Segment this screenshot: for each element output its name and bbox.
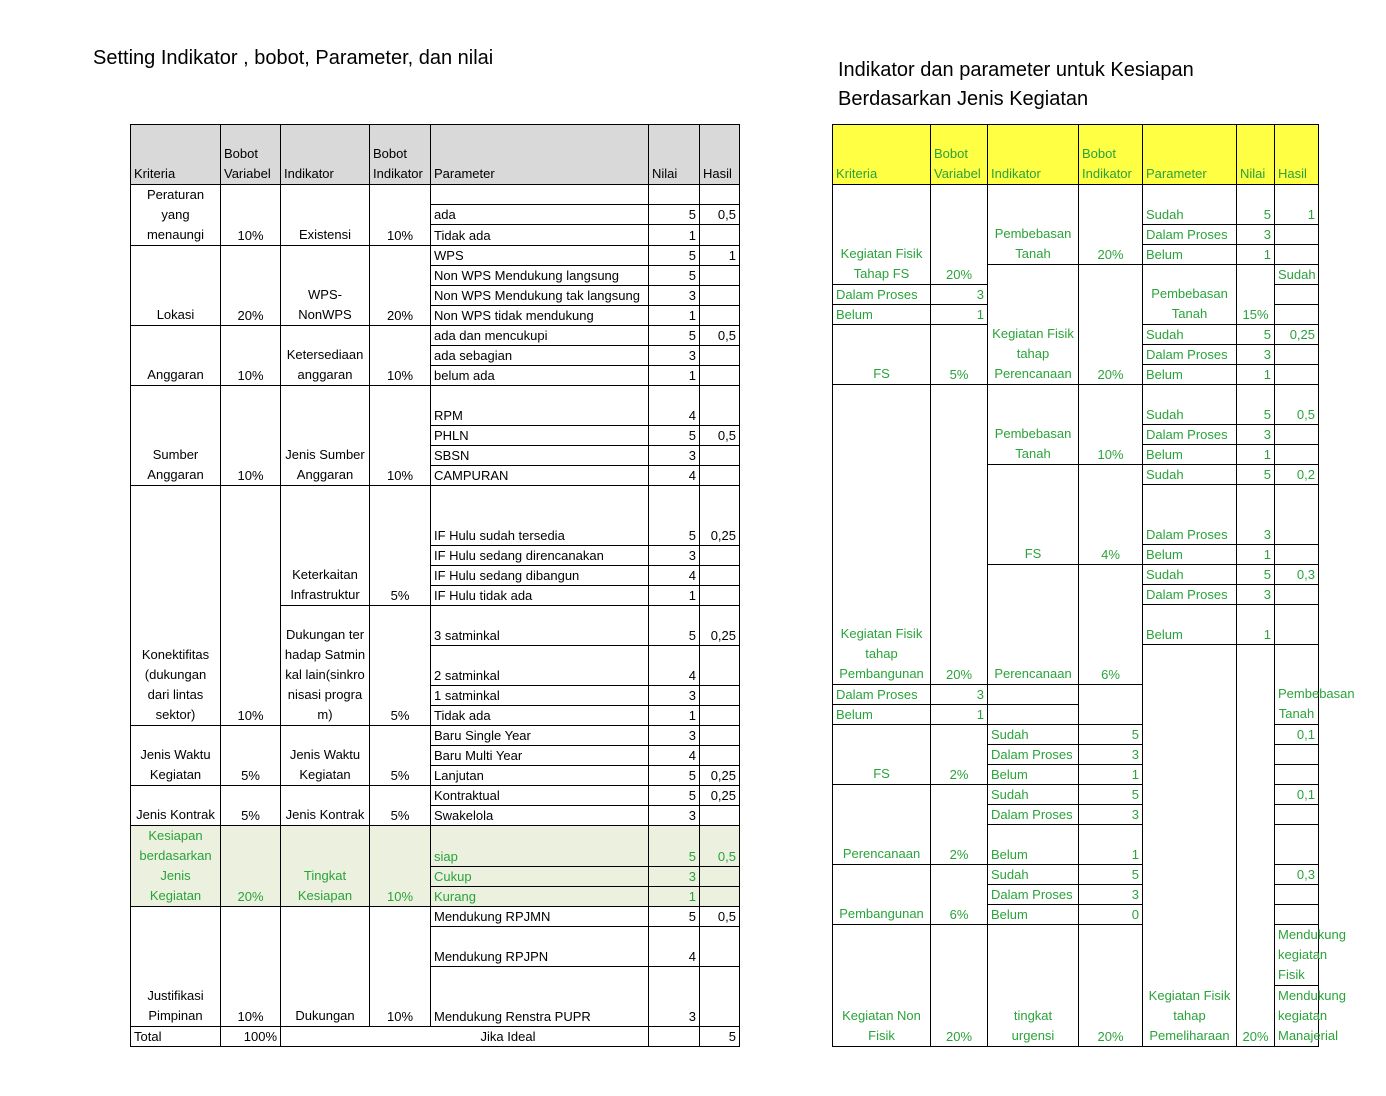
parameter-cell: Dalam Proses: [833, 285, 931, 305]
indikator-cell: [281, 606, 370, 726]
bobot-indikator-cell: 10%: [370, 185, 431, 246]
hasil-cell: [1275, 805, 1319, 825]
parameter-cell: Kurang: [431, 886, 649, 906]
nilai-cell: 3: [649, 806, 700, 826]
kriteria-cell: Jenis Kontrak: [131, 786, 221, 826]
parameter-cell: Sudah: [988, 785, 1079, 805]
header-bobot-variabel: Bobot Variabel: [221, 125, 281, 185]
nilai-cell: 5: [649, 766, 700, 786]
bobot-variabel-cell: 20%: [931, 385, 988, 685]
bobot-variabel-cell: 10%: [221, 486, 281, 726]
hasil-cell: [1275, 745, 1319, 765]
nilai-cell: 5: [649, 204, 700, 225]
header-nilai: Nilai: [1237, 125, 1275, 185]
hasil-cell: [700, 586, 740, 606]
parameter-cell: Sudah: [1143, 325, 1237, 345]
hasil-cell: [700, 706, 740, 726]
parameter-cell: Belum: [1143, 545, 1237, 565]
nilai-cell: 3: [1237, 425, 1275, 445]
bobot-indikator-cell: 6%: [931, 865, 988, 925]
indikator-cell: Perencanaan: [833, 785, 931, 865]
table-row: [131, 246, 740, 266]
parameter-cell: CAMPURAN: [431, 466, 649, 486]
parameter-cell: Belum: [1143, 245, 1237, 265]
parameter-cell: WPS: [431, 246, 649, 266]
nilai-cell: 3: [649, 446, 700, 466]
settings-table: [130, 124, 740, 1047]
nilai-cell: 5: [649, 606, 700, 646]
hasil-cell: [700, 225, 740, 246]
nilai-cell: 1: [1237, 245, 1275, 265]
table-row: [131, 185, 740, 205]
hasil-cell: [700, 366, 740, 386]
parameter-cell: Cukup: [431, 866, 649, 886]
bobot-indikator-cell: 2%: [931, 785, 988, 865]
hasil-cell: 0,5: [700, 204, 740, 225]
nilai-cell: 1: [649, 366, 700, 386]
hasil-cell: [1275, 825, 1319, 865]
indikator-cell: Keterkaitan Infrastruktur: [281, 486, 370, 606]
hasil-cell: [700, 386, 740, 426]
hasil-cell: [700, 967, 740, 1027]
hasil-cell: 0,1: [1275, 725, 1319, 745]
nilai-cell: 3: [1237, 485, 1275, 545]
nilai-cell: 1: [1237, 365, 1275, 385]
kriteria-cell: Konektifitas (dukungan dari lintas sektor): [131, 486, 221, 726]
bobot-indikator-cell: 5%: [370, 606, 431, 726]
indikator-cell: Pembebasan Tanah: [988, 185, 1079, 265]
header-indikator: Indikator: [281, 125, 370, 185]
total-row: [131, 1027, 740, 1047]
nilai-cell: 3: [1079, 805, 1143, 825]
nilai-cell: 3: [931, 285, 988, 305]
parameter-cell: Baru Multi Year: [431, 746, 649, 766]
parameter-cell: Mendukung Renstra PUPR: [431, 967, 649, 1027]
parameter-cell: Mendukung kegiatan Manajerial: [1275, 986, 1319, 1047]
nilai-cell: 4: [649, 927, 700, 967]
parameter-cell: Lanjutan: [431, 766, 649, 786]
bobot-variabel-cell: 20%: [931, 925, 988, 1047]
parameter-cell: Kontraktual: [431, 786, 649, 806]
hasil-cell: 1: [700, 246, 740, 266]
nilai-cell: 5: [649, 326, 700, 346]
kriteria-cell: Kegiatan Fisik tahap Pemeliharaan: [1143, 645, 1237, 1047]
kriteria-cell: Kegiatan Fisik tahap Pembangunan: [833, 385, 931, 685]
hasil-cell: [700, 806, 740, 826]
nilai-cell: 5: [649, 907, 700, 927]
bobot-variabel-cell: 20%: [221, 826, 281, 907]
bobot-indikator-cell: 2%: [931, 725, 988, 785]
nilai-cell: 5: [649, 426, 700, 446]
hasil-cell: [700, 686, 740, 706]
indikator-cell: FS: [988, 465, 1079, 565]
nilai-cell: 3: [649, 346, 700, 366]
bobot-variabel-cell: 20%: [221, 246, 281, 326]
bobot-indikator-cell: 10%: [370, 907, 431, 1027]
table-row: [833, 185, 1319, 225]
parameter-cell: IF Hulu sedang direncanakan: [431, 546, 649, 566]
indikator-cell: WPS-NonWPS: [281, 246, 370, 326]
bobot-indikator-cell: 10%: [370, 386, 431, 486]
bobot-variabel-cell: 20%: [1079, 265, 1143, 385]
header-kriteria: Kriteria: [833, 125, 931, 185]
left-title: Setting Indikator , bobot, Parameter, dan nilai: [93, 47, 494, 69]
hasil-cell: [988, 705, 1079, 725]
nilai-cell: 5: [649, 826, 700, 867]
hasil-cell: [1275, 365, 1319, 385]
bobot-indikator-cell: 5%: [370, 786, 431, 826]
bobot-variabel-cell: 20%: [1237, 645, 1275, 1047]
bobot-indikator-cell: 5%: [370, 486, 431, 606]
parameter-cell: 2 satminkal: [431, 646, 649, 686]
parameter-cell: IF Hulu sudah tersedia: [431, 486, 649, 546]
kesiapan-table: [832, 124, 1355, 1047]
hasil-cell: 0,25: [700, 786, 740, 806]
parameter-cell: Belum: [1143, 365, 1237, 385]
hasil-cell: 0,3: [1275, 865, 1319, 885]
nilai-cell: 5: [1237, 465, 1275, 485]
hasil-cell: [700, 927, 740, 967]
parameter-cell: ada dan mencukupi: [431, 326, 649, 346]
hasil-cell: 0,5: [700, 826, 740, 867]
hasil-cell: [700, 306, 740, 326]
indikator-text: Dukungan terhadap Satminkal lain(sinkronisasi program): [284, 627, 366, 722]
ideal-value: 5: [700, 1027, 740, 1047]
bobot-variabel-cell: 20%: [931, 185, 988, 285]
nilai-cell: 5: [1079, 725, 1143, 745]
hasil-cell: [700, 866, 740, 886]
parameter-cell: Belum: [833, 705, 931, 725]
nilai-cell: 4: [649, 466, 700, 486]
kriteria-cell: Peraturan yang menaungi: [131, 185, 221, 246]
hasil-cell: 0,5: [700, 907, 740, 927]
parameter-cell: Tidak ada: [431, 225, 649, 246]
bobot-indikator-cell: 20%: [1079, 185, 1143, 265]
right-title-line2: Berdasarkan Jenis Kegiatan: [838, 88, 1089, 110]
indikator-cell: tingkat urgensi: [988, 925, 1079, 1047]
nilai-cell: 3: [649, 546, 700, 566]
right-title: [838, 56, 1194, 114]
nilai-cell: 5: [1237, 385, 1275, 425]
nilai-cell: 1: [1237, 445, 1275, 465]
kriteria-cell: Lokasi: [131, 246, 221, 326]
parameter-cell: Tidak ada: [431, 706, 649, 726]
right-title-line1: Indikator dan parameter untuk Kesiapan: [838, 59, 1194, 81]
ideal-label: Jika Ideal: [281, 1027, 649, 1047]
parameter-cell: Belum: [1143, 445, 1237, 465]
parameter-cell: Belum: [988, 905, 1079, 925]
parameter-cell: PHLN: [431, 426, 649, 446]
table-row: [131, 726, 740, 746]
indikator-cell: Perencanaan: [988, 565, 1079, 685]
bobot-indikator-cell: 10%: [1079, 385, 1143, 465]
hasil-cell: [700, 446, 740, 466]
hasil-cell: 0,25: [700, 606, 740, 646]
header-bobot-variabel: Bobot Variabel: [931, 125, 988, 185]
hasil-cell: 0,25: [700, 766, 740, 786]
nilai-cell: 1: [1079, 825, 1143, 865]
parameter-cell: Belum: [833, 305, 931, 325]
kriteria-cell: Kesiapan berdasarkan Jenis Kegiatan: [131, 826, 221, 907]
hasil-cell: 1: [1275, 185, 1319, 225]
table-header-row: [131, 125, 740, 185]
table-row: [131, 786, 740, 806]
indikator-cell: Jenis Waktu Kegiatan: [281, 726, 370, 786]
bobot-variabel-cell: 10%: [221, 907, 281, 1027]
parameter-cell: Sudah: [1275, 265, 1319, 285]
kriteria-cell: Justifikasi Pimpinan: [131, 907, 221, 1027]
hasil-cell: 0,3: [1275, 565, 1319, 585]
bobot-indikator-cell: 10%: [370, 326, 431, 386]
parameter-cell: Dalam Proses: [1143, 225, 1237, 245]
indikator-text: Pembangunan: [839, 906, 924, 921]
hasil-cell: 0,25: [700, 486, 740, 546]
nilai-cell: 1: [649, 706, 700, 726]
parameter-cell: Sudah: [1143, 185, 1237, 225]
nilai-cell: 5: [1237, 325, 1275, 345]
table-row: [131, 326, 740, 346]
hasil-cell: [700, 646, 740, 686]
nilai-cell: 4: [649, 566, 700, 586]
header-parameter: Parameter: [1143, 125, 1237, 185]
hasil-cell: [1275, 425, 1319, 445]
nilai-cell: 0: [1079, 905, 1143, 925]
nilai-cell: 5: [649, 486, 700, 546]
table-row: [833, 385, 1319, 425]
indikator-cell: Pembebasan Tanah: [1275, 645, 1319, 725]
bobot-variabel-cell: 5%: [221, 786, 281, 826]
hasil-cell: [1275, 485, 1319, 545]
parameter-cell: [431, 185, 649, 205]
table-row: [131, 826, 740, 867]
parameter-cell: Non WPS Mendukung tak langsung: [431, 286, 649, 306]
bobot-indikator-cell: 5%: [931, 325, 988, 385]
parameter-cell: Sudah: [1143, 465, 1237, 485]
nilai-cell: 1: [931, 305, 988, 325]
hasil-cell: [1275, 545, 1319, 565]
hasil-cell: [1275, 765, 1319, 785]
hasil-cell: [700, 746, 740, 766]
parameter-cell: Dalam Proses: [1143, 425, 1237, 445]
nilai-cell: 5: [649, 786, 700, 806]
hasil-cell: [1275, 585, 1319, 605]
header-hasil: Hasil: [1275, 125, 1319, 185]
nilai-cell: 3: [649, 726, 700, 746]
parameter-cell: belum ada: [431, 366, 649, 386]
parameter-cell: IF Hulu sedang dibangun: [431, 566, 649, 586]
total-label: Total: [131, 1027, 221, 1047]
parameter-cell: 3 satminkal: [431, 606, 649, 646]
hasil-cell: [1275, 245, 1319, 265]
bobot-variabel-cell: 10%: [221, 386, 281, 486]
hasil-cell: [1275, 885, 1319, 905]
hasil-cell: [700, 266, 740, 286]
indikator-cell: Tingkat Kesiapan: [281, 826, 370, 907]
ideal-nilai-empty: [649, 1027, 700, 1047]
indikator-cell: Pembebasan Tanah: [988, 385, 1079, 465]
bobot-variabel-cell: 10%: [221, 185, 281, 246]
hasil-cell: [700, 726, 740, 746]
nilai-cell: 1: [1237, 605, 1275, 645]
nilai-cell: [649, 185, 700, 205]
kriteria-cell: Kegiatan Non Fisik: [833, 925, 931, 1047]
parameter-cell: Belum: [988, 765, 1079, 785]
nilai-cell: 3: [1237, 585, 1275, 605]
parameter-cell: Dalam Proses: [1143, 585, 1237, 605]
header-nilai: Nilai: [649, 125, 700, 185]
hasil-cell: [1275, 285, 1319, 305]
parameter-cell: Belum: [1143, 605, 1237, 645]
nilai-cell: 3: [649, 866, 700, 886]
indikator-cell: Jenis Sumber Anggaran: [281, 386, 370, 486]
parameter-cell: ada sebagian: [431, 346, 649, 366]
nilai-cell: 3: [1079, 745, 1143, 765]
indikator-cell: Jenis Kontrak: [281, 786, 370, 826]
nilai-cell: 3: [649, 286, 700, 306]
hasil-cell: [700, 566, 740, 586]
nilai-cell: 4: [649, 746, 700, 766]
nilai-cell: 4: [649, 646, 700, 686]
nilai-cell: 1: [649, 225, 700, 246]
bobot-indikator-cell: 20%: [1079, 925, 1143, 1047]
parameter-cell: Baru Single Year: [431, 726, 649, 746]
parameter-cell: Belum: [988, 825, 1079, 865]
indikator-cell: Pembebasan Tanah: [1143, 265, 1237, 325]
hasil-cell: 0,5: [1275, 385, 1319, 425]
bobot-indikator-cell: 6%: [1079, 565, 1143, 685]
hasil-cell: [700, 546, 740, 566]
indikator-cell: FS: [833, 325, 931, 385]
bobot-variabel-cell: 10%: [221, 326, 281, 386]
parameter-cell: Dalam Proses: [1143, 345, 1237, 365]
hasil-cell: 0,5: [700, 426, 740, 446]
parameter-cell: Dalam Proses: [988, 885, 1079, 905]
parameter-cell: Non WPS Mendukung langsung: [431, 266, 649, 286]
parameter-cell: Non WPS tidak mendukung: [431, 306, 649, 326]
hasil-cell: 0,5: [700, 326, 740, 346]
parameter-cell: Dalam Proses: [988, 745, 1079, 765]
indikator-cell: FS: [833, 725, 931, 785]
hasil-cell: [1275, 305, 1319, 325]
hasil-cell: [1275, 905, 1319, 925]
parameter-cell: Dalam Proses: [833, 685, 931, 705]
indikator-cell: Ketersediaan anggaran: [281, 326, 370, 386]
indikator-cell: Dukungan: [281, 907, 370, 1027]
parameter-cell: Mendukung kegiatan Fisik: [1275, 925, 1319, 986]
nilai-cell: 1: [1079, 765, 1143, 785]
kriteria-cell: Anggaran: [131, 326, 221, 386]
kriteria-cell: Kegiatan Fisik tahap Perencanaan: [988, 265, 1079, 385]
nilai-cell: 1: [1237, 545, 1275, 565]
hasil-cell: [700, 466, 740, 486]
bobot-indikator-cell: 10%: [370, 826, 431, 907]
hasil-cell: [988, 685, 1079, 705]
bobot-indikator-cell: 15%: [1237, 265, 1275, 325]
header-bobot-indikator: Bobot Indikator: [370, 125, 431, 185]
table-row: [131, 907, 740, 927]
table-header-row: [833, 125, 1319, 185]
header-indikator: Indikator: [988, 125, 1079, 185]
nilai-cell: 1: [649, 886, 700, 906]
hasil-cell: 0,1: [1275, 785, 1319, 805]
parameter-cell: RPM: [431, 386, 649, 426]
nilai-cell: 5: [1237, 565, 1275, 585]
hasil-cell: [700, 886, 740, 906]
kriteria-cell: Kegiatan Fisik Tahap FS: [833, 185, 931, 285]
parameter-cell: Dalam Proses: [1143, 485, 1237, 545]
nilai-cell: 5: [1079, 785, 1143, 805]
kriteria-cell: Jenis Waktu Kegiatan: [131, 726, 221, 786]
table-row: [131, 386, 740, 426]
nilai-cell: 5: [1237, 185, 1275, 225]
indikator-cell: [833, 865, 931, 925]
nilai-cell: 1: [649, 586, 700, 606]
parameter-cell: IF Hulu tidak ada: [431, 586, 649, 606]
nilai-cell: 3: [1237, 345, 1275, 365]
nilai-cell: 1: [649, 306, 700, 326]
parameter-cell: Sudah: [988, 725, 1079, 745]
parameter-cell: Mendukung RPJPN: [431, 927, 649, 967]
bobot-indikator-cell: 20%: [370, 246, 431, 326]
parameter-cell: Sudah: [1143, 565, 1237, 585]
hasil-cell: [1275, 605, 1319, 645]
nilai-cell: 5: [649, 266, 700, 286]
kriteria-cell: Sumber Anggaran: [131, 386, 221, 486]
nilai-cell: 5: [1079, 865, 1143, 885]
parameter-cell: SBSN: [431, 446, 649, 466]
header-parameter: Parameter: [431, 125, 649, 185]
parameter-cell: Dalam Proses: [988, 805, 1079, 825]
nilai-cell: 1: [931, 705, 988, 725]
hasil-cell: [1275, 225, 1319, 245]
bobot-indikator-cell: 5%: [370, 726, 431, 786]
hasil-cell: 0,25: [1275, 325, 1319, 345]
indikator-cell: Existensi: [281, 185, 370, 246]
hasil-cell: [700, 286, 740, 306]
header-kriteria: Kriteria: [131, 125, 221, 185]
nilai-cell: 3: [649, 686, 700, 706]
parameter-cell: Sudah: [1143, 385, 1237, 425]
hasil-cell: [700, 346, 740, 366]
nilai-cell: 3: [1079, 885, 1143, 905]
hasil-cell: [1275, 345, 1319, 365]
parameter-cell: Swakelola: [431, 806, 649, 826]
nilai-cell: 3: [1237, 225, 1275, 245]
parameter-cell: Mendukung RPJMN: [431, 907, 649, 927]
table-row: [131, 486, 740, 546]
bobot-indikator-cell: 4%: [1079, 465, 1143, 565]
parameter-cell: 1 satminkal: [431, 686, 649, 706]
parameter-cell: siap: [431, 826, 649, 867]
bobot-variabel-cell: 5%: [221, 726, 281, 786]
parameter-cell: ada: [431, 204, 649, 225]
header-bobot-indikator: Bobot Indikator: [1079, 125, 1143, 185]
hasil-cell: 0,2: [1275, 465, 1319, 485]
hasil-cell: [1275, 445, 1319, 465]
nilai-cell: 3: [931, 685, 988, 705]
nilai-cell: 5: [649, 246, 700, 266]
header-hasil: Hasil: [700, 125, 740, 185]
parameter-cell: Sudah: [988, 865, 1079, 885]
nilai-cell: 3: [649, 967, 700, 1027]
total-bobot: 100%: [221, 1027, 281, 1047]
nilai-cell: 4: [649, 386, 700, 426]
hasil-cell: [700, 185, 740, 205]
